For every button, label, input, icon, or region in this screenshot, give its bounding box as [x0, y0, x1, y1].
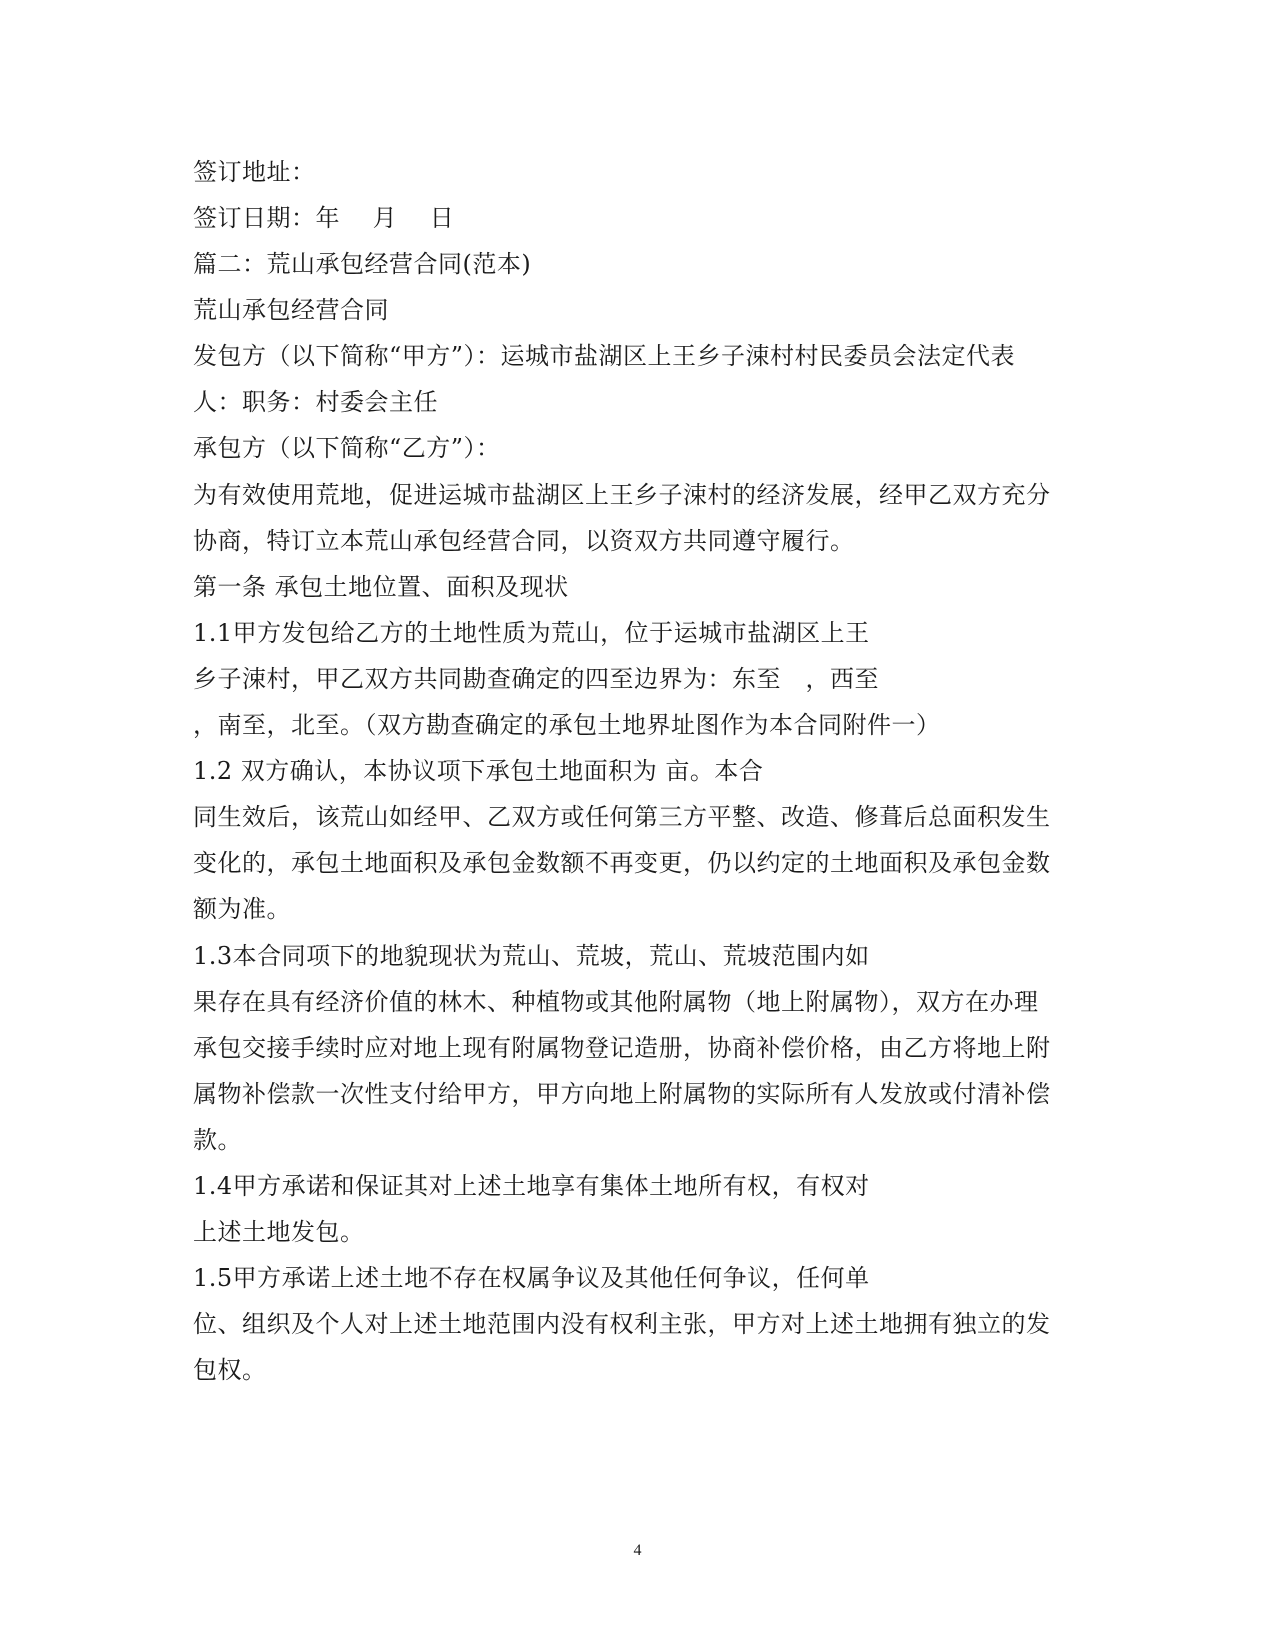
text-line: 签订日期：年 月 日: [193, 204, 455, 232]
text-line: 款。: [193, 1126, 242, 1154]
text-line: 1.4甲方承诺和保证其对上述土地享有集体土地所有权，有权对: [193, 1172, 870, 1200]
text-line: 承包方（以下简称“乙方”）：: [193, 434, 501, 462]
text-line: 同生效后，该荒山如经甲、乙双方或任何第三方平整、改造、修葺后总面积发生: [193, 803, 1051, 831]
text-line: 包权。: [193, 1356, 267, 1384]
text-line: 篇二：荒山承包经营合同(范本): [193, 250, 532, 278]
text-line: 额为准。: [193, 895, 291, 923]
text-line: 属物补偿款一次性支付给甲方，甲方向地上附属物的实际所有人发放或付清补偿: [193, 1080, 1051, 1108]
text-line: 签订地址：: [193, 158, 316, 186]
text-line: 果存在具有经济价值的林木、种植物或其他附属物（地上附属物），双方在办理: [193, 988, 1039, 1016]
text-line: 变化的，承包土地面积及承包金数额不再变更，仍以约定的土地面积及承包金数: [193, 849, 1051, 877]
text-line: 位、组织及个人对上述土地范围内没有权利主张，甲方对上述土地拥有独立的发: [193, 1310, 1051, 1338]
text-line: 1.3本合同项下的地貌现状为荒山、荒坡，荒山、荒坡范围内如: [193, 942, 870, 970]
text-line: 荒山承包经营合同: [193, 296, 389, 324]
text-line: 人：职务：村委会主任: [193, 388, 438, 416]
text-line: 第一条 承包土地位置、面积及现状: [193, 573, 569, 601]
text-line: 协商，特订立本荒山承包经营合同，以资双方共同遵守履行。: [193, 527, 855, 555]
text-line: 为有效使用荒地，促进运城市盐湖区上王乡子涑村的经济发展，经甲乙双方充分: [193, 481, 1051, 509]
text-line: 1.5甲方承诺上述土地不存在权属争议及其他任何争议，任何单: [193, 1264, 870, 1292]
text-line: 1.1甲方发包给乙方的土地性质为荒山，位于运城市盐湖区上王: [193, 619, 870, 647]
text-line: 发包方（以下简称“甲方”）：运城市盐湖区上王乡子涑村村民委员会法定代表: [193, 342, 1016, 370]
text-line: 1.2 双方确认，本协议项下承包土地面积为 亩。本合: [193, 757, 764, 785]
text-line: 上述土地发包。: [193, 1218, 365, 1246]
text-line: 乡子涑村，甲乙双方共同勘查确定的四至边界为：东至 ，西至: [193, 665, 879, 693]
text-line: 承包交接手续时应对地上现有附属物登记造册，协商补偿价格，由乙方将地上附: [193, 1034, 1051, 1062]
text-line: ，南至，北至。（双方勘查确定的承包土地界址图作为本合同附件一）: [193, 711, 941, 739]
page-number: 4: [633, 1542, 642, 1559]
